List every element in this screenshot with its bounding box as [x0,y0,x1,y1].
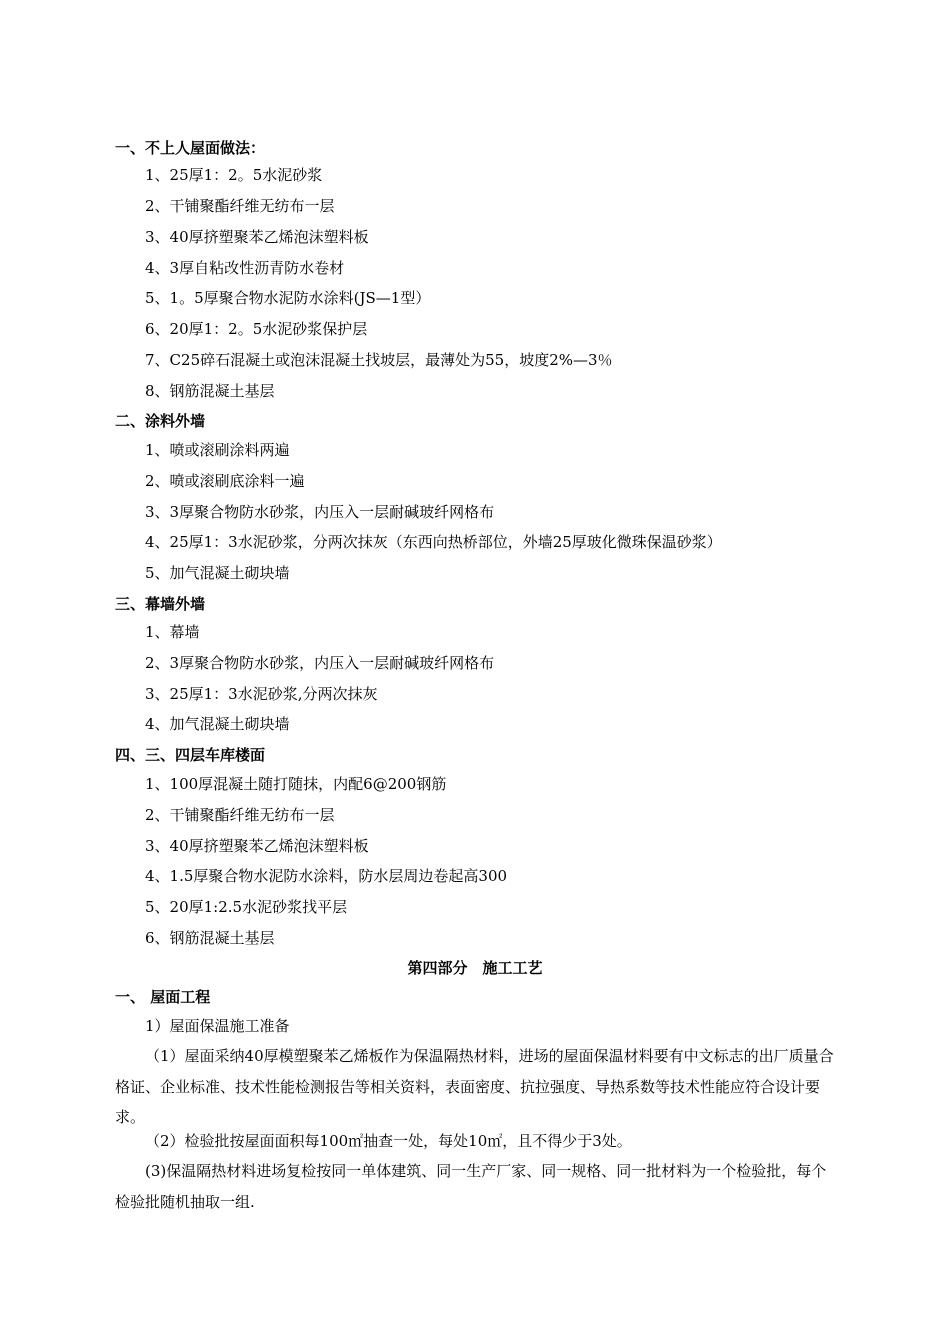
section-1-item-7: 7、C25碎石混凝土或泡沫混凝土找坡层，最薄处为55，坡度2%—3％ [145,351,613,369]
paragraph-2: （2）检验批按屋面面积每100㎡抽查一处，每处10㎡，且不得少于3处。 [145,1132,632,1150]
part-4-title: 第四部分 施工工艺 [407,959,543,977]
section-1-heading: 一、不上人屋面做法： [115,139,266,157]
section-4-item-5: 5、20厚1:2.5水泥砂浆找平层 [145,898,348,916]
section-1-item-1: 1、25厚1：2。5水泥砂浆 [145,166,323,184]
section-1-item-3: 3、40厚挤塑聚苯乙烯泡沫塑料板 [145,228,369,246]
section-2-item-2: 2、喷或滚刷底涂料一遍 [145,472,305,490]
section-2-item-3: 3、3厚聚合物防水砂浆，内压入一层耐碱玻纤网格布 [145,503,495,521]
section-3-item-2: 2、3厚聚合物防水砂浆，内压入一层耐碱玻纤网格布 [145,654,495,672]
section-4-item-2: 2、干铺聚酯纤维无纺布一层 [145,806,335,824]
section-4-item-1: 1、100厚混凝土随打随抹，内配6@200钢筋 [145,775,447,793]
section-3-item-4: 4、加气混凝土砌块墙 [145,715,290,733]
section-2-item-4: 4、25厚1：3水泥砂浆，分两次抹灰（东西向热桥部位，外墙25厚玻化微珠保温砂浆） [145,533,722,551]
section-1-item-4: 4、3厚自粘改性沥青防水卷材 [145,259,345,277]
section-1-item-8: 8、钢筋混凝土基层 [145,382,275,400]
section-4-item-6: 6、钢筋混凝土基层 [145,929,275,947]
section-4-item-3: 3、40厚挤塑聚苯乙烯泡沫塑料板 [145,837,369,855]
section-4-heading: 四、三、四层车库楼面 [115,746,266,764]
section-4-item-4: 4、1.5厚聚合物水泥防水涂料，防水层周边卷起高300 [145,867,508,885]
section-3-item-1: 1、幕墙 [145,623,200,641]
section-2-item-5: 5、加气混凝土砌块墙 [145,564,290,582]
section-2-item-1: 1、喷或滚刷涂料两遍 [145,441,290,459]
paragraph-3: (3)保温隔热材料进场复检按同一单体建筑、同一生产厂家、同一规格、同一批材料为一个检验批，每个检验批随机抽取一组. [115,1162,827,1211]
roof-insulation-prep-heading: 1）屋面保温施工准备 [145,1017,290,1035]
section-1-item-5: 5、1。5厚聚合物水泥防水涂料(JS—1型） [145,289,431,307]
roof-engineering-heading: 一、 屋面工程 [115,988,211,1006]
section-3-item-3: 3、25厚1：3水泥砂浆,分两次抹灰 [145,685,378,703]
paragraph-1: （1）屋面采纳40厚模塑聚苯乙烯板作为保温隔热材料，进场的屋面保温材料要有中文标志的出厂质量合格证、企业标准、技术性能检测报告等相关资料，表面密度、抗拉强度、导热系数等技术性能应符合设计要求。 [115,1047,834,1126]
section-1-item-2: 2、干铺聚酯纤维无纺布一层 [145,197,335,215]
section-1-item-6: 6、20厚1：2。5水泥砂浆保护层 [145,320,368,338]
section-3-heading: 三、幕墙外墙 [115,595,206,613]
section-2-heading: 二、涂料外墙 [115,412,206,430]
